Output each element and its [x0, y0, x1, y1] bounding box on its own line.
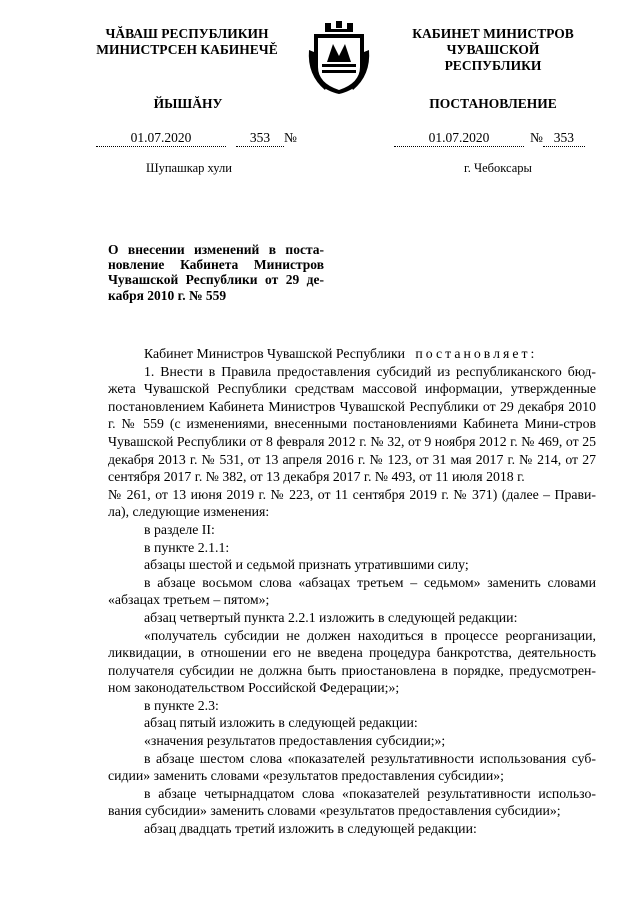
left-number-line [96, 130, 297, 146]
body-paragraph-1: 1. Внести в Правила предоставления субсидий из республиканского бюд-жета Чувашской Республики средствам массовой информации, утвержденные постановлением Кабинета Министров Чувашской Республики от 29 декабря 2010 г. № 559 (с изменениями, внесенными постановлениями Кабинета Мини-стров Чувашской Республики от 8 февраля 2012 г. № 32, от 9 ноября 2012 г. № 469, от 25 декабря 2013 г. № 531, от 13 апреля 2016 г. № 123, от 31 мая 2017 г. № 214, от 27 сентября 2017 г. № 382, от 13 декабря 2017 г. № 493, от 11 июля 2018 г. [108, 363, 596, 485]
city-left: Шупашкар хули [146, 161, 232, 175]
body-paragraph-11: в абзаце шестом слова «показателей результативности использования суб-сидии» заменить словами «результатов предоставления субсидии»; [108, 750, 596, 784]
document-body [108, 345, 596, 838]
doc-type-right: ПОСТАНОВЛЕНИЕ [429, 96, 557, 111]
body-paragraph-7: «получатель субсидии не должен находиться в процессе реорганизации, ликвидации, в отношении его не введена процедура банкротства, деятельность получателя субсидии не должна быть приостановлена в порядке, предусмотрен-ном законодательством Российской Федерации;»; [108, 627, 596, 696]
document-title: О внесении изменений в поста-новление Кабинета Министров Чувашской Республики от 29 де-кабря 2010 г. № 559 [108, 242, 324, 303]
header-right-line2: ЧУВАШСКОЙ РЕСПУБЛИКИ [444, 42, 542, 73]
body-intro-verb: постановляет: [415, 346, 538, 361]
doc-type-left: ЙЫШĂНУ [153, 96, 223, 111]
header-left-line1: ЧĂВАШ РЕСПУБЛИКИН [105, 26, 269, 41]
header-right-line1: КАБИНЕТ МИНИСТРОВ [412, 26, 574, 41]
left-no-sign: № [284, 130, 297, 145]
body-paragraph-1-cont: № 261, от 13 июня 2019 г. № 223, от 11 сентября 2019 г. № 371) (далее – Прави-ла), следующие изменения: [108, 486, 596, 520]
body-paragraph-13: абзац двадцать третий изложить в следующей редакции: [144, 821, 477, 837]
body-paragraph-10: «значения результатов предоставления субсидии;»; [144, 733, 446, 749]
header-left-line2: МИНИСТРСЕН КАБИНЕЧĚ [96, 42, 278, 57]
body-paragraph-9: абзац пятый изложить в следующей редакции: [144, 715, 418, 731]
left-number: 353 [236, 130, 284, 147]
city-right: г. Чебоксары [464, 161, 532, 175]
body-paragraph-6: абзац четвертый пункта 2.2.1 изложить в следующей редакции: [144, 609, 518, 625]
left-date: 01.07.2020 [96, 130, 226, 147]
right-no-sign: № [530, 130, 543, 145]
body-paragraph-2: в разделе II: [144, 521, 215, 537]
body-paragraph-4: абзацы шестой и седьмой признать утратившими силу; [144, 557, 469, 573]
emblem-icon [305, 20, 373, 96]
body-paragraph-3: в пункте 2.1.1: [144, 539, 230, 555]
body-intro-text: Кабинет Министров Чувашской Республики [144, 346, 406, 361]
body-paragraph-5: в абзаце восьмом слова «абзацах третьем – седьмом» заменить словами «абзацах третьем – пятом»; [108, 574, 596, 608]
header-right [398, 26, 588, 74]
right-number-line [394, 130, 585, 146]
header-left [92, 26, 282, 58]
right-date: 01.07.2020 [394, 130, 524, 147]
body-intro [108, 345, 596, 363]
body-paragraph-8: в пункте 2.3: [144, 697, 219, 713]
body-paragraph-12: в абзаце четырнадцатом слова «показателей результативности использо-вания субсидии» заменить словами «результатов предоставления субсидии»; [108, 785, 596, 819]
right-number: 353 [543, 130, 585, 147]
